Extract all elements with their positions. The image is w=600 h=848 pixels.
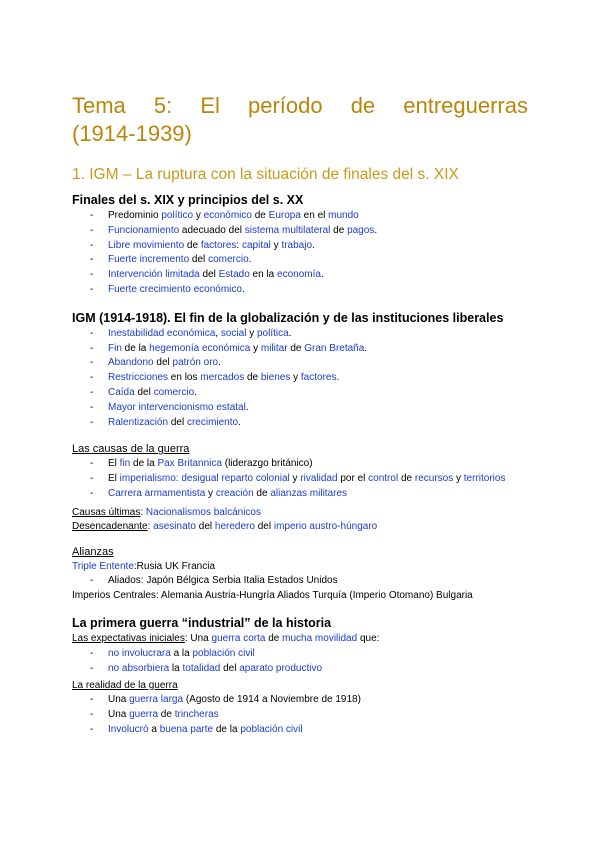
list-item: - El fin de la Pax Britannica (liderazgo británico) <box>72 457 528 472</box>
list-causas <box>72 457 528 501</box>
heading-realidad: La realidad de la guerra <box>72 679 178 691</box>
list-item: - Involucró a buena parte de la población civil <box>72 723 528 738</box>
desencadenante: Desencadenante: asesinato del heredero del imperio austro-húngaro <box>72 521 378 533</box>
heading-causas: Las causas de la guerra <box>72 443 190 456</box>
subheading-igm: IGM (1914-1918). El fin de la globalización y de las instituciones liberales <box>72 310 504 325</box>
title-line-2: (1914-1939) <box>72 121 192 146</box>
list-expectativas <box>72 647 528 677</box>
subheading-finales: Finales del s. XIX y principios del s. XX <box>72 193 304 207</box>
list-item: - Restricciones en los mercados de bienes y factores. <box>72 371 528 386</box>
subheading-primera-guerra: La primera guerra “industrial” de la historia <box>72 616 332 631</box>
section-heading: 1. IGM – La ruptura con la situación de finales del s. XIX <box>72 166 459 183</box>
title-line-1: Tema 5: El período de entreguerras <box>72 93 528 118</box>
triple-entente: Triple Entente:Rusia UK Francia <box>72 560 216 572</box>
list-item: - Libre movimiento de factores: capital y trabajo. <box>72 239 528 254</box>
list-item: - Una guerra larga (Agosto de 1914 a Noviembre de 1918) <box>72 693 528 708</box>
imperios-centrales: Imperios Centrales: Alemania Austria-Hungría Aliados Turquía (Imperio Otomano) Bulgaria <box>72 589 473 601</box>
list-item: - Fuerte incremento del comercio. <box>72 253 528 268</box>
list-item: - Predominio político y económico de Europa en el mundo <box>72 209 528 224</box>
list-item: - Inestabilidad económica, social y política. <box>72 327 528 342</box>
document-title <box>72 92 528 148</box>
expectativas: Las expectativas iniciales: Una guerra corta de mucha movilidad que: <box>72 633 380 645</box>
list-item: - Mayor intervencionismo estatal. <box>72 401 528 416</box>
list-item: - no absorbiera la totalidad del aparato productivo <box>72 662 528 677</box>
list-item: - El imperialismo: desigual reparto colonial y rivalidad por el control de recursos y territorios <box>72 472 528 487</box>
causas-ultimas: Causas últimas: Nacionalismos balcánicos <box>72 506 261 518</box>
heading-alianzas: Alianzas <box>72 545 114 558</box>
list-item: - Una guerra de trincheras <box>72 708 528 723</box>
list-item: - Funcionamiento adecuado del sistema multilateral de pagos. <box>72 224 528 239</box>
list-item: - Fin de la hegemonía económica y militar de Gran Bretaña. <box>72 342 528 357</box>
aliados: - Aliados: Japón Bélgica Serbia Italia Estados Unidos <box>72 574 528 589</box>
list-item: - Fuerte crecimiento económico. <box>72 283 528 298</box>
list-item: - Intervención limitada del Estado en la economía. <box>72 268 528 283</box>
list-item: - no involucrara a la población civil <box>72 647 528 662</box>
list-item: - Ralentización del crecimiento. <box>72 416 528 431</box>
list-item: - Abandono del patrón oro. <box>72 356 528 371</box>
list-realidad <box>72 693 528 737</box>
list-item: - Carrera armamentista y creación de alianzas militares <box>72 487 528 502</box>
list-igm <box>72 327 528 431</box>
list-finales <box>72 209 528 298</box>
list-item: - Caída del comercio. <box>72 386 528 401</box>
